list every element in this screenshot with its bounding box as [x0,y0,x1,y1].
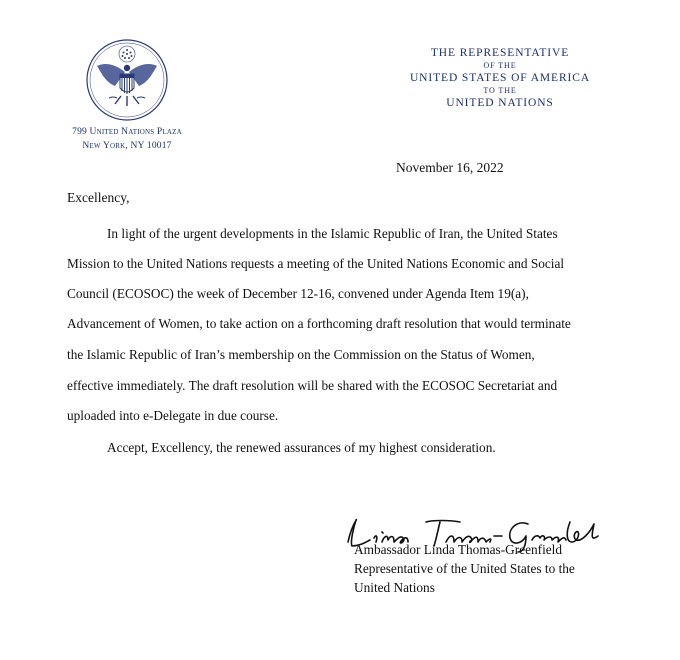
letterhead-line-4: TO THE [483,86,517,95]
letterhead-line-3: UNITED STATES OF AMERICA [409,72,591,84]
signatory-title-line-1: Representative of the United States to the [354,561,575,576]
letterhead [400,46,600,110]
body-line: Council (ECOSOC) the week of December 12-16, convened under Agenda Item 19(a), [67,286,529,301]
body-line: Advancement of Women, to take action on a forthcoming draft resolution that would terminate [67,316,571,331]
address-line-1: 799 United Nations Plaza [72,127,182,137]
body-line: uploaded into e-Delegate in due course. [67,408,279,423]
salutation: Excellency, [67,190,130,205]
letterhead-line-5: UNITED NATIONS [446,97,554,109]
letter-date: November 16, 2022 [396,160,504,175]
address-block [60,125,194,153]
letterhead-line-2: OF THE [483,61,517,70]
body-line: In light of the urgent developments in the Islamic Republic of Iran, the United States [107,226,558,241]
signature-block [354,540,575,597]
letterhead-line-1: THE REPRESENTATIVE [430,47,570,59]
address-line-2: New York, NY 10017 [82,141,172,151]
signatory-title-line-2: United Nations [354,580,435,595]
body-line: effective immediately. The draft resolution will be shared with the ECOSOC Secretariat and [67,378,558,393]
closing-line: Accept, Excellency, the renewed assurances of my highest consideration. [107,440,496,455]
body-line: Mission to the United Nations requests a meeting of the United Nations Economic and Social [67,256,565,271]
great-seal-icon [85,38,169,122]
signatory-name: Ambassador Linda Thomas-Greenfield [354,542,563,557]
body-line: the Islamic Republic of Iran’s membership on the Commission on the Status of Women, [67,347,535,362]
